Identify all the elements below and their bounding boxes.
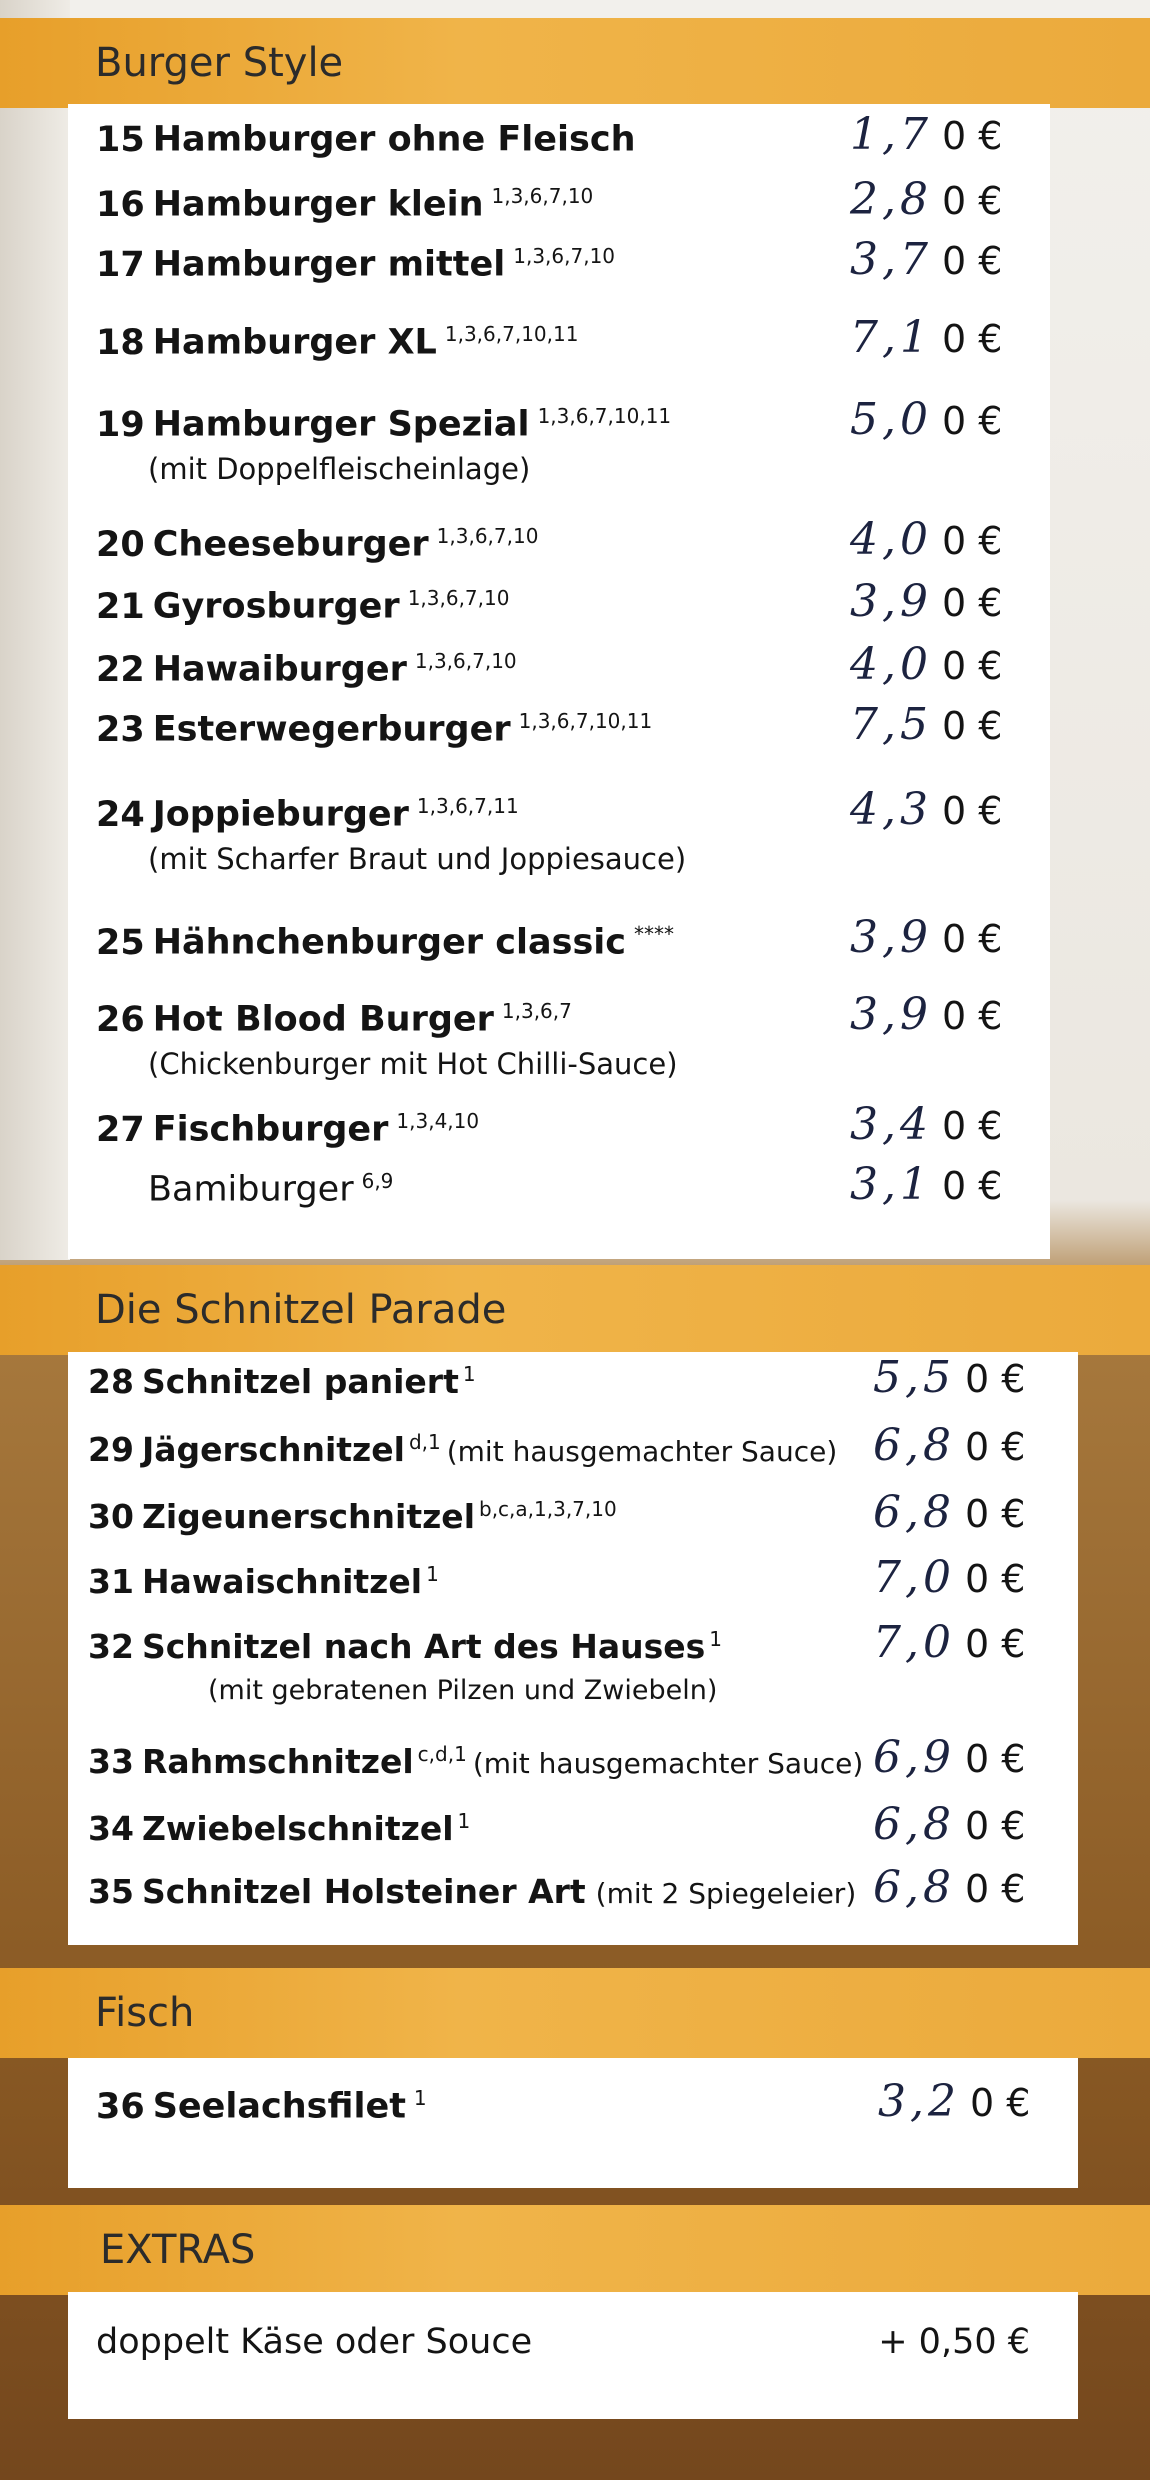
list-item xyxy=(68,912,1050,982)
item-name: Zwiebelschnitzel xyxy=(141,1809,454,1848)
item-note: (mit 2 Spiegeleier) xyxy=(595,1877,857,1910)
list-item xyxy=(68,1420,1078,1490)
item-name: Schnitzel Holsteiner Art xyxy=(141,1872,586,1911)
handwritten-price: 3,9 xyxy=(850,912,932,963)
item-number: 19 xyxy=(96,404,145,445)
allergen-codes: 1,3,6,7 xyxy=(501,999,572,1023)
schnitzel-list xyxy=(68,1352,1078,1945)
item-name: Rahmschnitzel xyxy=(141,1742,414,1781)
price-suffix: 0 € xyxy=(941,1164,1003,1208)
item-name: Jägerschnitzel xyxy=(141,1430,405,1469)
list-item xyxy=(68,1352,1078,1422)
allergen-codes: 1,3,6,7,10,11 xyxy=(518,709,653,733)
allergen-codes: 1,3,6,7,10 xyxy=(491,184,594,208)
price-suffix: 0 € xyxy=(964,1804,1026,1848)
item-name: Seelachsfilet xyxy=(152,2086,406,2127)
allergen-codes: 1,3,6,7,11 xyxy=(416,794,519,818)
price-suffix: 0 € xyxy=(964,1737,1026,1781)
allergen-codes: 1,3,6,7,10,11 xyxy=(444,322,579,346)
list-item xyxy=(68,699,1050,769)
handwritten-price: 3,9 xyxy=(850,576,932,627)
price-suffix: 0 € xyxy=(941,917,1003,961)
item-note: (mit hausgemachter Sauce) xyxy=(472,1747,864,1780)
handwritten-price: 5,5 xyxy=(873,1352,955,1403)
item-number: 27 xyxy=(96,1109,145,1150)
list-item xyxy=(68,1487,1078,1557)
list-item xyxy=(68,1159,1050,1229)
handwritten-price: 6,8 xyxy=(873,1862,955,1913)
item-number: 30 xyxy=(88,1497,134,1536)
allergen-codes: **** xyxy=(634,922,675,946)
price-suffix: 0 € xyxy=(969,2081,1031,2125)
section-title: EXTRAS xyxy=(100,2227,256,2273)
list-item xyxy=(68,784,1050,876)
list-item xyxy=(68,109,1050,179)
handwritten-price: 7,5 xyxy=(850,699,932,750)
price-suffix: 0 € xyxy=(941,179,1003,223)
item-price xyxy=(850,394,1010,445)
handwritten-price: 1,7 xyxy=(850,109,932,160)
item-number: 25 xyxy=(96,922,145,963)
item-name: Hamburger klein xyxy=(152,184,484,225)
item-name: Hawaischnitzel xyxy=(141,1562,423,1601)
item-price xyxy=(850,639,1010,690)
price-suffix: 0 € xyxy=(941,1104,1003,1148)
item-name: Bamiburger xyxy=(148,1169,354,1210)
handwritten-price: 6,9 xyxy=(873,1732,955,1783)
price-suffix: 0 € xyxy=(941,239,1003,283)
section-header-extras xyxy=(0,2205,1150,2295)
price-suffix: 0 € xyxy=(964,1622,1026,1666)
item-name: Esterwegerburger xyxy=(152,709,511,750)
list-item xyxy=(68,312,1050,382)
section-title: Fisch xyxy=(95,1990,195,2036)
price-suffix: 0 € xyxy=(941,114,1003,158)
item-note: (mit hausgemachter Sauce) xyxy=(446,1435,838,1468)
item-number: 32 xyxy=(88,1627,134,1666)
allergen-codes: 1,3,6,7,10,11 xyxy=(537,404,672,428)
background-left-strip xyxy=(0,0,70,1260)
handwritten-price: 7,1 xyxy=(850,312,932,363)
item-price xyxy=(850,1099,1010,1150)
item-number: 31 xyxy=(88,1562,134,1601)
allergen-codes: 6,9 xyxy=(361,1169,394,1193)
item-number: 21 xyxy=(96,586,145,627)
item-number: 29 xyxy=(88,1430,134,1469)
item-name: Hamburger Spezial xyxy=(152,404,530,445)
allergen-codes: 1,3,6,7,10 xyxy=(513,244,616,268)
item-number: 33 xyxy=(88,1742,134,1781)
handwritten-price: 4,0 xyxy=(850,514,932,565)
list-item xyxy=(68,1732,1078,1802)
handwritten-price: 6,8 xyxy=(873,1420,955,1471)
section-title: Die Schnitzel Parade xyxy=(95,1287,507,1333)
item-number: 16 xyxy=(96,184,145,225)
section-header-schnitzel xyxy=(0,1265,1150,1355)
item-number: 36 xyxy=(96,2086,145,2127)
list-item xyxy=(68,1799,1078,1869)
item-name: Gyrosburger xyxy=(152,586,400,627)
item-price xyxy=(850,784,1010,835)
price-suffix: 0 € xyxy=(964,1357,1026,1401)
item-number: 24 xyxy=(96,794,145,835)
handwritten-price: 3,2 xyxy=(878,2076,960,2127)
allergen-codes: c,d,1 xyxy=(417,1742,467,1766)
item-name: Hähnchenburger classic xyxy=(152,922,627,963)
list-item xyxy=(68,1617,1078,1706)
item-number: 20 xyxy=(96,524,145,565)
item-price xyxy=(850,109,1010,160)
price-suffix: 0 € xyxy=(964,1492,1026,1536)
item-name: Hawaiburger xyxy=(152,649,407,690)
item-price xyxy=(850,1159,1010,1210)
item-name: Joppieburger xyxy=(152,794,409,835)
extras-list xyxy=(68,2292,1078,2419)
handwritten-price: 4,3 xyxy=(850,784,932,835)
allergen-codes: 1 xyxy=(462,1362,476,1386)
item-number: 26 xyxy=(96,999,145,1040)
section-header-burger xyxy=(0,18,1150,108)
item-price xyxy=(850,699,1010,750)
item-number: 34 xyxy=(88,1809,134,1848)
item-price xyxy=(850,234,1010,285)
section-header-fisch xyxy=(0,1968,1150,2058)
price-suffix: 0 € xyxy=(941,519,1003,563)
item-name: Fischburger xyxy=(152,1109,389,1150)
handwritten-price: 5,0 xyxy=(850,394,932,445)
allergen-codes: 1,3,6,7,10 xyxy=(407,586,510,610)
item-number: 15 xyxy=(96,119,145,160)
price-suffix: 0 € xyxy=(941,399,1003,443)
list-item xyxy=(68,394,1050,486)
price-suffix: 0 € xyxy=(964,1425,1026,1469)
price-suffix: 0 € xyxy=(941,317,1003,361)
item-price xyxy=(873,1799,1033,1850)
price-suffix: 0 € xyxy=(941,994,1003,1038)
list-item xyxy=(68,234,1050,304)
item-number: 17 xyxy=(96,244,145,285)
allergen-codes: 1 xyxy=(413,2086,427,2110)
item-price xyxy=(850,312,1010,363)
price-suffix: 0 € xyxy=(941,581,1003,625)
allergen-codes: 1 xyxy=(457,1809,471,1833)
handwritten-price: 3,7 xyxy=(850,234,932,285)
allergen-codes: d,1 xyxy=(408,1430,441,1454)
item-number: 28 xyxy=(88,1362,134,1401)
list-item xyxy=(68,1552,1078,1622)
handwritten-price: 3,1 xyxy=(850,1159,932,1210)
handwritten-price: 7,0 xyxy=(873,1617,955,1668)
allergen-codes: 1,3,6,7,10 xyxy=(414,649,517,673)
handwritten-price: 6,8 xyxy=(873,1799,955,1850)
item-number: 18 xyxy=(96,322,145,363)
handwritten-price: 3,9 xyxy=(850,989,932,1040)
item-number: 23 xyxy=(96,709,145,750)
item-price xyxy=(873,1617,1033,1668)
list-item xyxy=(68,2076,1078,2146)
handwritten-price: 6,8 xyxy=(873,1487,955,1538)
item-price xyxy=(850,174,1010,225)
item-name: Hot Blood Burger xyxy=(152,999,494,1040)
allergen-codes: 1,3,6,7,10 xyxy=(436,524,539,548)
item-price xyxy=(878,2076,1038,2127)
item-price xyxy=(850,514,1010,565)
allergen-codes: 1,3,4,10 xyxy=(396,1109,480,1133)
item-price xyxy=(873,1352,1033,1403)
list-item xyxy=(68,2322,1078,2382)
item-name: Cheeseburger xyxy=(152,524,429,565)
item-description: (mit gebratenen Pilzen und Zwiebeln) xyxy=(208,1675,718,1706)
item-name: Zigeunerschnitzel xyxy=(141,1497,475,1536)
item-price xyxy=(873,1552,1033,1603)
item-name: Hamburger ohne Fleisch xyxy=(152,119,636,160)
item-price xyxy=(873,1862,1033,1913)
handwritten-price: 2,8 xyxy=(850,174,932,225)
item-price xyxy=(850,576,1010,627)
handwritten-price: 3,4 xyxy=(850,1099,932,1150)
burger-list xyxy=(68,104,1050,1259)
item-price xyxy=(873,1420,1033,1471)
list-item xyxy=(68,576,1050,646)
handwritten-price: 4,0 xyxy=(850,639,932,690)
allergen-codes: b,c,a,1,3,7,10 xyxy=(479,1497,617,1521)
handwritten-price: 7,0 xyxy=(873,1552,955,1603)
item-name: Hamburger XL xyxy=(152,322,437,363)
price-suffix: 0 € xyxy=(941,789,1003,833)
section-title: Burger Style xyxy=(95,40,344,86)
item-description: (mit Doppelfleischeinlage) xyxy=(148,452,531,486)
item-price xyxy=(873,1732,1033,1783)
allergen-codes: 1 xyxy=(426,1562,439,1586)
item-name: Hamburger mittel xyxy=(152,244,506,285)
price-suffix: 0 € xyxy=(964,1867,1026,1911)
item-name: doppelt Käse oder Souce xyxy=(96,2322,533,2362)
item-price xyxy=(850,912,1010,963)
list-item xyxy=(68,514,1050,584)
price-suffix: 0 € xyxy=(941,644,1003,688)
price-suffix: 0 € xyxy=(964,1557,1026,1601)
item-description: (Chickenburger mit Hot Chilli-Sauce) xyxy=(148,1047,678,1081)
list-item xyxy=(68,1862,1078,1932)
item-name: Schnitzel nach Art des Hauses xyxy=(141,1627,706,1666)
item-description: (mit Scharfer Braut und Joppiesauce) xyxy=(148,842,687,876)
list-item xyxy=(68,989,1050,1081)
item-number: 22 xyxy=(96,649,145,690)
item-price: + 0,50 € xyxy=(878,2322,1030,2362)
item-name: Schnitzel paniert xyxy=(141,1362,459,1401)
item-number: 35 xyxy=(88,1872,134,1911)
item-price xyxy=(873,1487,1033,1538)
item-price xyxy=(850,989,1010,1040)
allergen-codes: 1 xyxy=(709,1627,723,1651)
price-suffix: 0 € xyxy=(941,704,1003,748)
fisch-list xyxy=(68,2058,1078,2188)
